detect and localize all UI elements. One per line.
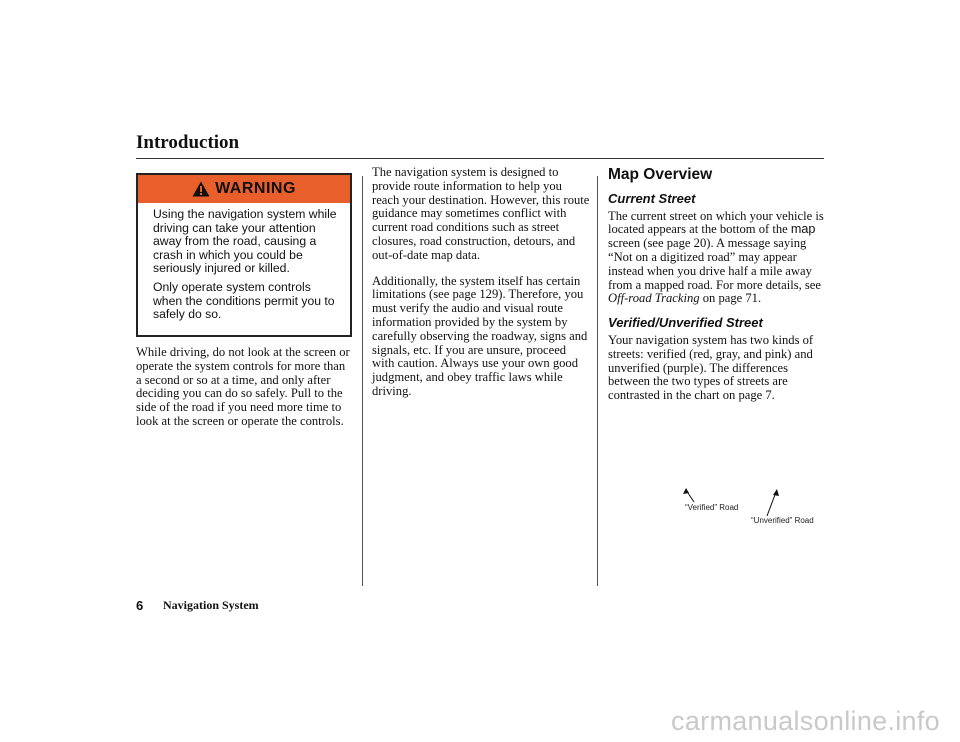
column-divider-left bbox=[362, 176, 363, 586]
current-street-text: screen (see page 20). A message saying “Not on a digitized road” may appear instead when you drive half a mile away from a mapped road. For more details, see bbox=[608, 236, 821, 292]
warning-triangle-icon bbox=[192, 181, 210, 197]
body-paragraph: The navigation system is designed to provide route information to help you reach your destination. However, this route guidance may sometimes conflict with current road conditions such as street closures, road construction, detours, and out-of-date map data. bbox=[372, 165, 590, 262]
warning-title: WARNING bbox=[215, 180, 296, 197]
arrow-unverified-icon bbox=[773, 489, 779, 496]
warning-paragraph: Only operate system controls when the conditions permit you to safely do so. bbox=[153, 279, 335, 322]
current-street-text: on page 71. bbox=[702, 291, 762, 306]
arrow-verified-icon bbox=[683, 488, 689, 494]
subheading-current-street: Current Street bbox=[608, 190, 696, 206]
column-divider-right bbox=[597, 176, 598, 586]
footer-title: Navigation System bbox=[163, 598, 259, 612]
off-road-tracking-reference: Off-road Tracking bbox=[608, 291, 700, 306]
body-paragraph: Additionally, the system itself has certain limitations (see page 129). Therefore, you must verify the audio and visual route information provided by the system by carefully observing the roadway, signs and signals, etc. If you are unsure, proceed with caution. Always use your own good judgment, and obey traffic laws while driving. bbox=[372, 273, 588, 398]
warning-header bbox=[138, 175, 350, 203]
body-paragraph: While driving, do not look at the screen or operate the system controls for more than a second or so at a time, and only after deciding you can do so safely. Pull to the side of the road if you need more time to look at the screen or operate the controls. bbox=[136, 345, 350, 428]
middle-column bbox=[372, 166, 590, 411]
left-column-text bbox=[136, 346, 350, 441]
warning-body bbox=[138, 203, 350, 322]
subheading-verified-street: Verified/Unverified Street bbox=[608, 315, 763, 331]
callout-verified-road: “Verified” Road bbox=[685, 503, 739, 512]
section-heading: Map Overview bbox=[608, 166, 713, 183]
warning-box bbox=[136, 173, 352, 337]
page-header bbox=[136, 132, 824, 159]
page-number: 6 bbox=[136, 598, 144, 613]
current-street-paragraph bbox=[608, 210, 826, 307]
verified-street-paragraph: Your navigation system has two kinds of streets: verified (red, gray, and pink) and unverified (purple). The differences between the two types of streets are contrasted in the chart on page 7. bbox=[608, 332, 814, 403]
warning-paragraph: Using the navigation system while driving can take your attention away from the road, causing a crash in which you could be seriously injured or killed. bbox=[153, 207, 337, 276]
current-street-text: The current street on which your vehicle is located appears at the bottom of the bbox=[608, 208, 824, 237]
page-title: Introduction bbox=[136, 132, 240, 153]
watermark: carmanualsonline.info bbox=[671, 706, 940, 736]
right-column bbox=[608, 166, 826, 413]
callout-unverified-road: “Unverified” Road bbox=[751, 516, 814, 525]
map-keyword: map bbox=[790, 222, 816, 237]
